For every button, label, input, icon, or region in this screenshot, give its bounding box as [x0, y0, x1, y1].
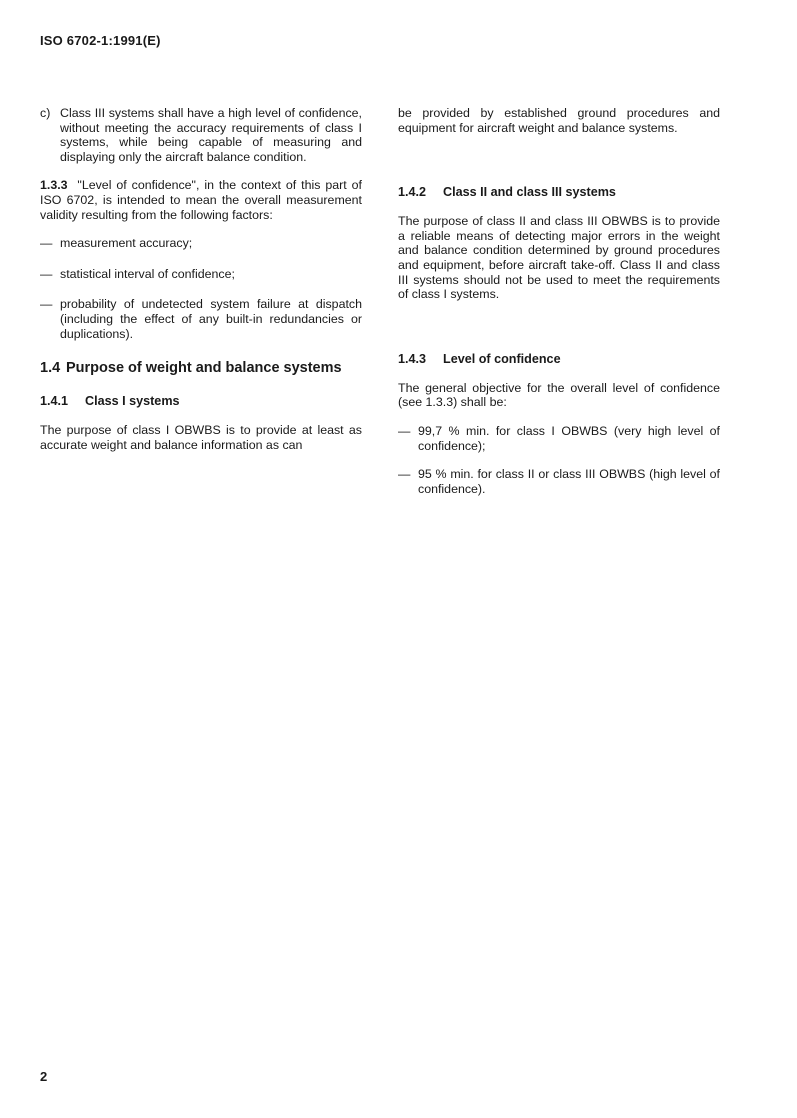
objective-item: [398, 424, 720, 453]
dash-marker: —: [40, 236, 53, 251]
clause-number: 1.3.3: [40, 178, 68, 193]
right-column: [398, 106, 720, 496]
subsection-number: 1.4.2: [398, 185, 427, 200]
list-item-c: [40, 106, 362, 164]
section-heading-1-4: [40, 359, 362, 377]
subsection-number: 1.4.3: [398, 351, 427, 366]
subsection-heading-1-4-2: [398, 185, 720, 200]
dash-marker: —: [40, 297, 53, 312]
subsection-title: Class II and class III systems: [443, 185, 616, 200]
dash-marker: —: [398, 467, 411, 482]
factor-item: [40, 267, 362, 282]
paragraph-1-4-2: The purpose of class II and class III OBWBS is to provide a reliable means of detecting major errors in the weight and balance condition determined by ground procedures and equipment, before aircraft take-off. Class II and class III systems should not be used to meet the requirements of class I systems.: [398, 214, 720, 302]
paragraph-1-4-3: The general objective for the overall level of confidence (see 1.3.3) shall be:: [398, 380, 720, 410]
left-column: [40, 106, 362, 452]
subsection-title: Class I systems: [85, 394, 180, 409]
paragraph-continuation: be provided by established ground procedures and equipment for aircraft weight and balance systems.: [398, 106, 720, 135]
section-number: 1.4: [40, 360, 61, 377]
list-marker: c): [40, 106, 51, 120]
section-title: Purpose of weight and balance systems: [66, 360, 342, 377]
subsection-number: 1.4.1: [40, 394, 69, 409]
subsection-heading-1-4-3: [398, 352, 720, 367]
factor-text: statistical interval of confidence;: [60, 266, 235, 281]
objective-text: 99,7 % min. for class I OBWBS (very high level of confidence);: [418, 423, 720, 453]
dash-marker: —: [398, 423, 411, 438]
page-number: 2: [40, 1069, 48, 1084]
dash-marker: —: [40, 266, 53, 281]
subsection-title: Level of confidence: [443, 351, 561, 366]
factor-item: [40, 297, 362, 341]
clause-text: "Level of confidence", in the context of this part of ISO 6702, is intended to mean the overall measurement validity resulting from the following factors:: [40, 178, 362, 222]
paragraph-1-4-1: The purpose of class I OBWBS is to provide at least as accurate weight and balance information as can: [40, 423, 362, 452]
factor-item: [40, 236, 362, 251]
factor-text: probability of undetected system failure at dispatch (including the effect of any built-in redundancies or duplications).: [60, 297, 362, 341]
document-header: ISO 6702-1:1991(E): [40, 33, 161, 48]
subsection-heading-1-4-1: [40, 394, 362, 409]
list-item-text: Class III systems shall have a high level of confidence, without meeting the accuracy requirements of class I systems, while being capable of measuring and displaying only the aircraft balance condition.: [60, 106, 362, 164]
objective-text: 95 % min. for class II or class III OBWBS (high level of confidence).: [418, 467, 720, 496]
factor-text: measurement accuracy;: [60, 236, 193, 251]
objective-item: [398, 467, 720, 496]
clause-1-3-3: [40, 178, 362, 222]
